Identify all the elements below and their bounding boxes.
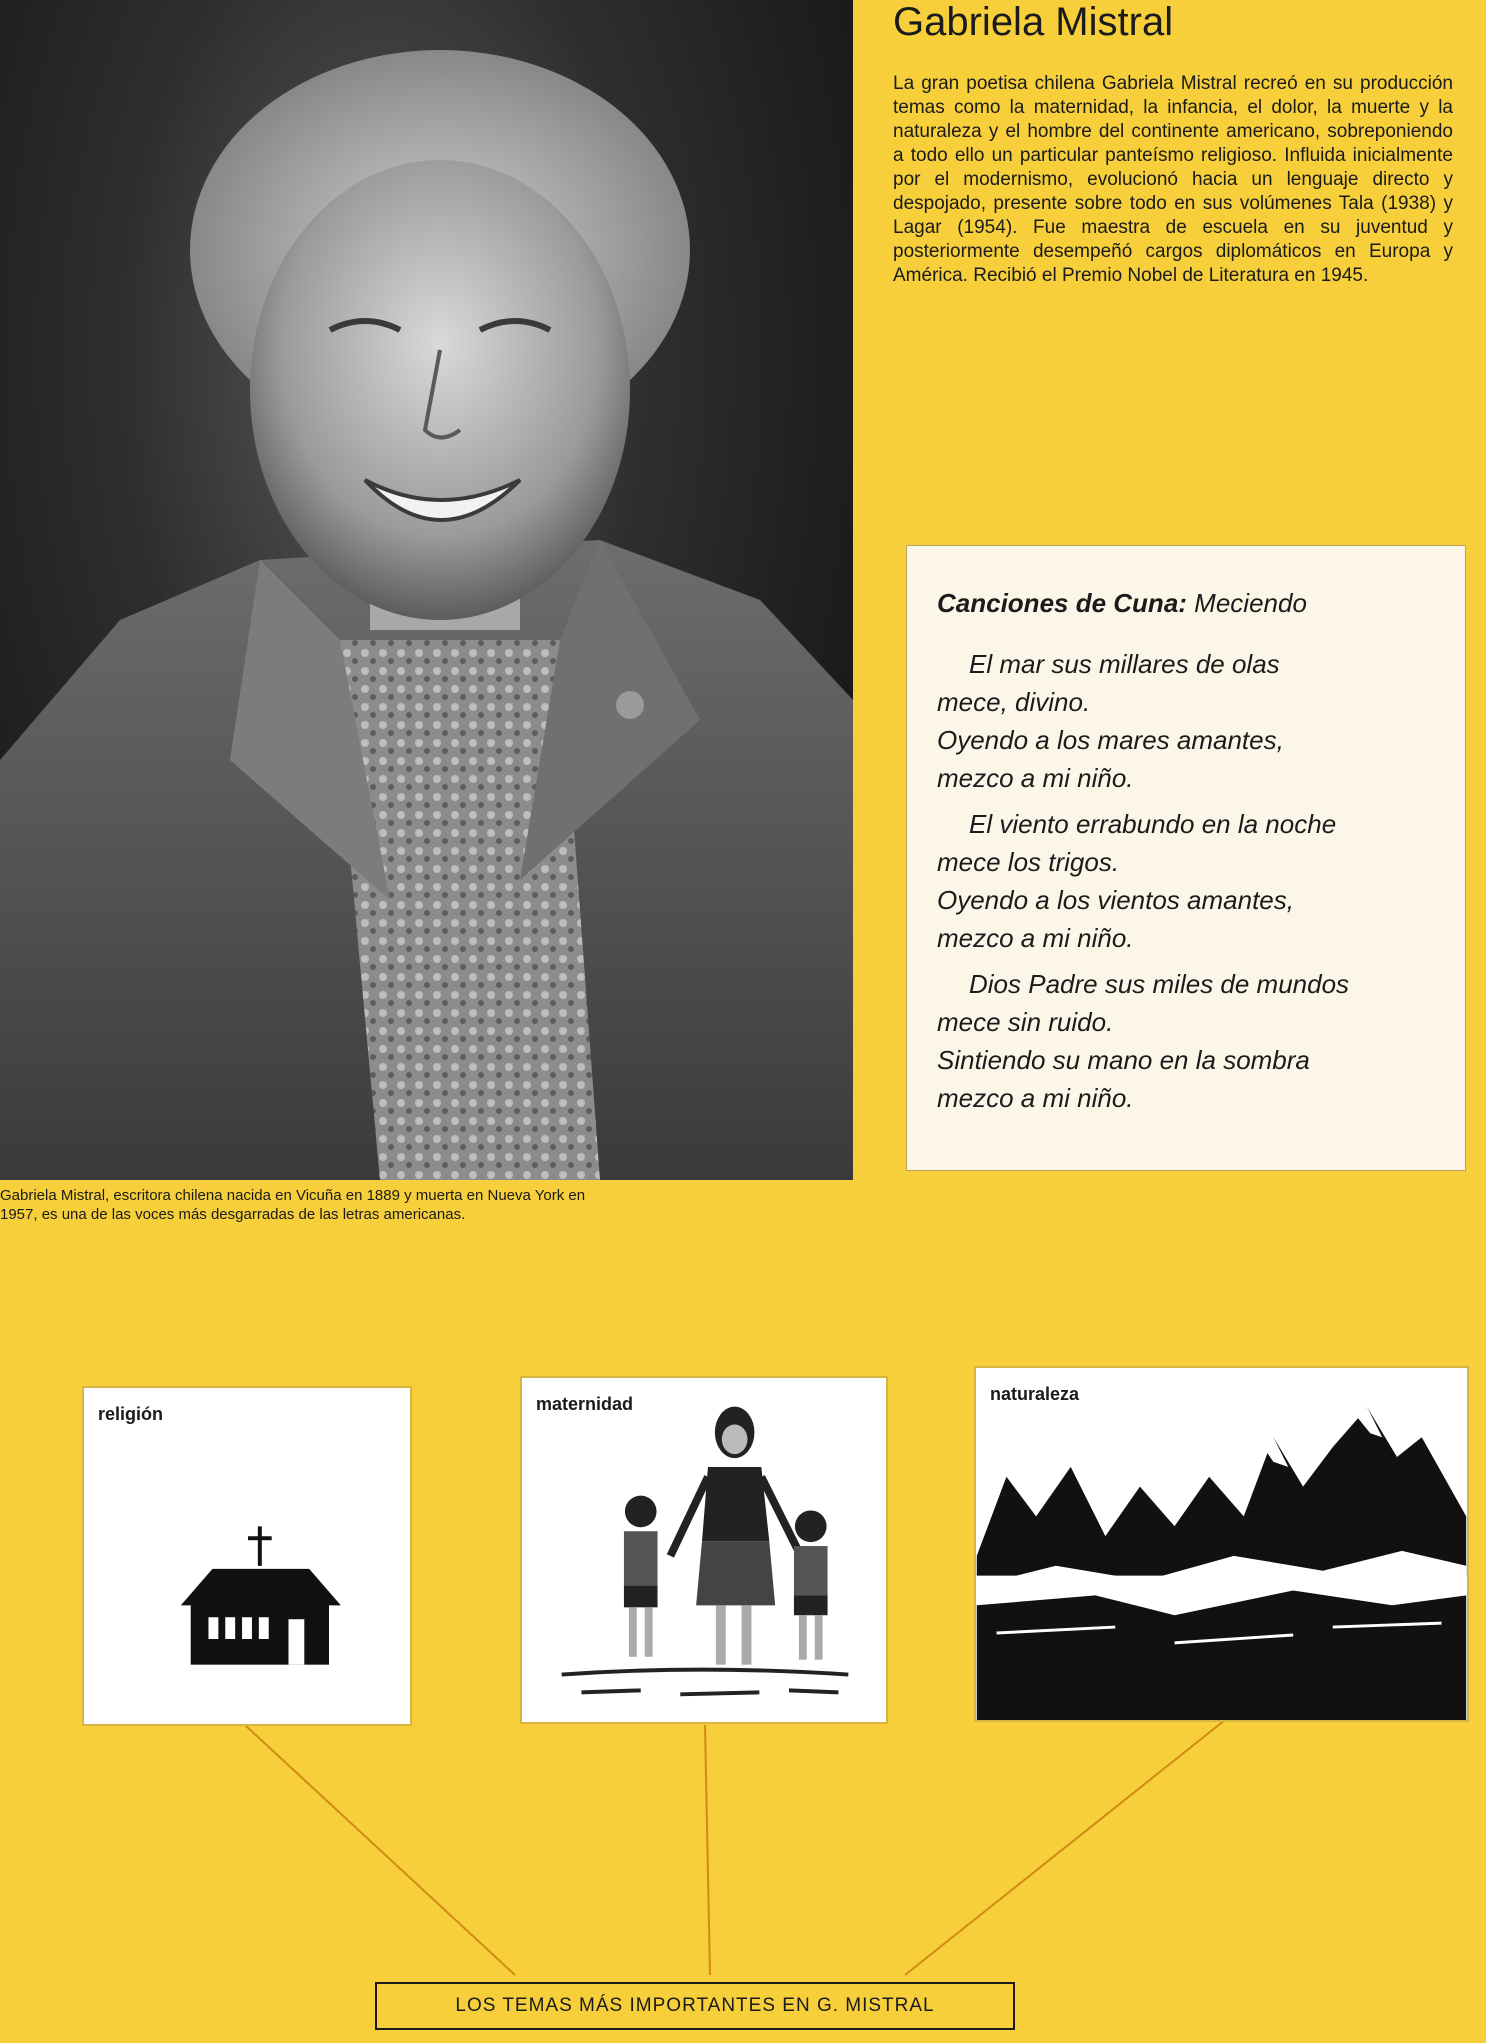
poem-title [937,588,1435,619]
themes-banner: LOS TEMAS MÁS IMPORTANTES EN G. MISTRAL [375,1982,1015,2030]
poem-line: mece, divino. [937,687,1091,717]
mother-children-icon [522,1378,886,1722]
poem-line: mezco a mi niño. [937,1083,1134,1113]
poem-line: El viento errabundo en la noche [969,809,1337,839]
poem-stanza [937,805,1435,957]
theme-label-maternidad: maternidad [536,1394,634,1414]
poem-line: Oyendo a los vientos amantes, [937,885,1294,915]
poem-line: Dios Padre sus miles de mundos [969,969,1350,999]
poem-title-rest: Meciendo [1194,588,1307,618]
poem-box [906,545,1466,1171]
poem-line: mece los trigos. [937,847,1120,877]
theme-label-naturaleza: naturaleza [990,1384,1080,1404]
theme-card-maternidad [520,1376,888,1724]
photo-caption: Gabriela Mistral, escritora chilena nacida en Vicuña en 1889 y muerta en Nueva York en 1957, es una de las voces más desgarradas de las letras americanas. [0,1187,586,1223]
portrait-illustration [0,0,853,1180]
biography-text: La gran poetisa chilena Gabriela Mistral recreó en su producción temas como la maternidad, la infancia, el dolor, la muerte y la naturaleza y el hombre del continente americano, sobreponiendo a todo ello un particular panteísmo religioso. Influida inicialmente por el modernismo, evolucionó hacia un lenguaje directo y despojado, presente sobre todo en sus volúmenes Tala (1938) y Lagar (1954). Fue maestra de escuela en su juventud y posteriormente desempeñó cargos diplomáticos en Europa y América. Recibió el Premio Nobel de Literatura en 1945. [893,73,1453,286]
poem-line: El mar sus millares de olas [969,649,1280,679]
mountains-icon [976,1368,1467,1720]
theme-card-religion [82,1386,412,1726]
poem-stanza [937,645,1435,797]
poem-line: mezco a mi niño. [937,923,1134,953]
poem-line: Sintiendo su mano en la sombra [937,1045,1310,1075]
poem-line: mece sin ruido. [937,1007,1114,1037]
portrait-photo [0,0,853,1180]
poem-stanza [937,965,1435,1117]
poem-line: Oyendo a los mares amantes, [937,725,1284,755]
poem-title-bold: Canciones de Cuna: [937,588,1187,618]
poem-line: mezco a mi niño. [937,763,1134,793]
church-icon [84,1388,410,1724]
theme-card-naturaleza [974,1366,1469,1722]
theme-label-religion: religión [98,1404,164,1424]
page-title: Gabriela Mistral [893,0,1174,44]
